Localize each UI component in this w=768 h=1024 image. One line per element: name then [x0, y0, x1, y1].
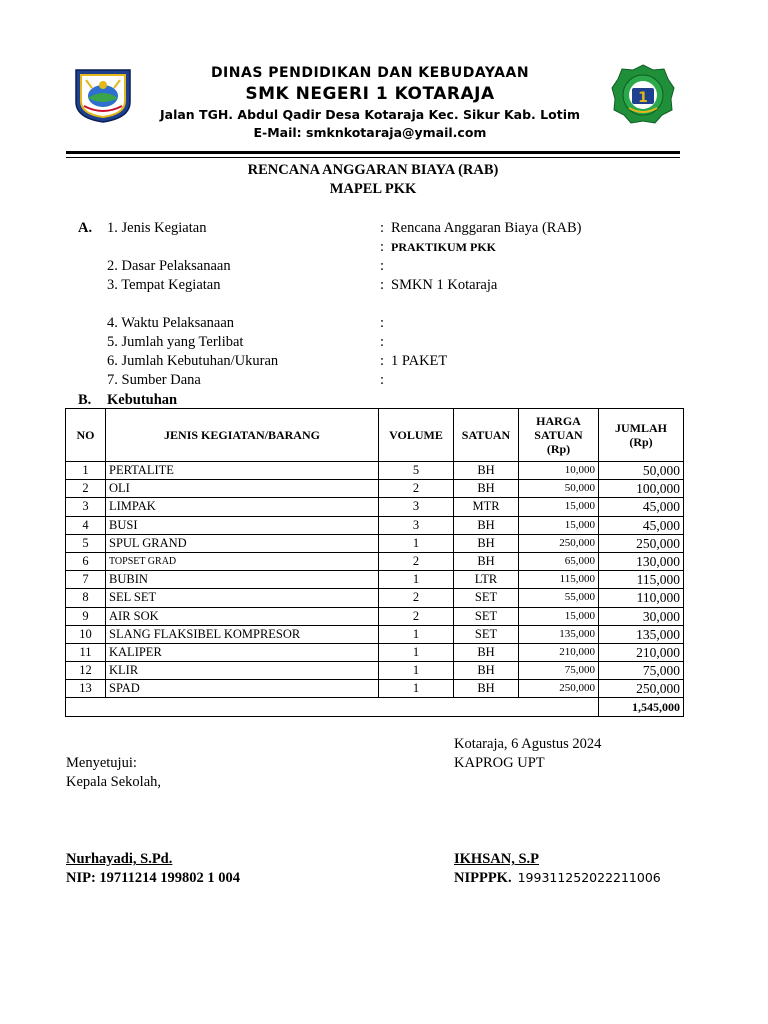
table-row	[66, 462, 684, 480]
table-row	[66, 680, 684, 698]
row-no: 5	[66, 534, 106, 552]
row-unit: SET	[454, 589, 519, 607]
row-amount: 250,000	[599, 534, 684, 552]
row-amount: 75,000	[599, 662, 684, 680]
row-no: 11	[66, 643, 106, 661]
section-a-letter: A.	[78, 220, 93, 236]
row-unit-price: 15,000	[519, 498, 599, 516]
field-label: 4. Waktu Pelaksanaan	[107, 315, 235, 331]
row-volume: 2	[379, 589, 454, 607]
budget-table	[65, 408, 684, 717]
row-item: KLIR	[106, 662, 379, 680]
table-total-row	[66, 698, 684, 716]
row-unit: BH	[454, 680, 519, 698]
row-unit-price: 115,000	[519, 571, 599, 589]
row-item: SPAD	[106, 680, 379, 698]
row-volume: 1	[379, 625, 454, 643]
header-volume: VOLUME	[379, 409, 454, 462]
field-value: SMKN 1 Kotaraja	[391, 277, 498, 293]
row-volume: 2	[379, 607, 454, 625]
row-item: BUBIN	[106, 571, 379, 589]
document-title: RENCANA ANGGARAN BIAYA (RAB)	[247, 162, 499, 178]
row-unit-price: 10,000	[519, 462, 599, 480]
header-amount: JUMLAH (Rp)	[599, 409, 684, 462]
row-no: 7	[66, 571, 106, 589]
row-amount: 135,000	[599, 625, 684, 643]
row-volume: 3	[379, 516, 454, 534]
row-volume: 2	[379, 552, 454, 570]
field-colon: :	[380, 277, 385, 293]
table-row	[66, 643, 684, 661]
row-item: SEL SET	[106, 589, 379, 607]
row-amount: 250,000	[599, 680, 684, 698]
row-no: 4	[66, 516, 106, 534]
right-signer-role: KAPROG UPT	[454, 755, 545, 771]
field-label: 1. Jenis Kegiatan	[107, 220, 207, 236]
row-no: 8	[66, 589, 106, 607]
row-volume: 1	[379, 662, 454, 680]
row-volume: 1	[379, 643, 454, 661]
row-unit-price: 250,000	[519, 534, 599, 552]
row-no: 12	[66, 662, 106, 680]
row-unit-price: 210,000	[519, 643, 599, 661]
field-value: Rencana Anggaran Biaya (RAB)	[391, 220, 582, 236]
table-row	[66, 552, 684, 570]
field-label: 2. Dasar Pelaksanaan	[107, 258, 231, 274]
row-unit: BH	[454, 552, 519, 570]
table-row	[66, 480, 684, 498]
field-label: 3. Tempat Kegiatan	[107, 277, 221, 293]
svg-text:1: 1	[638, 90, 648, 106]
left-signer-nip: NIP: 19711214 199802 1 004	[66, 870, 240, 886]
table-row	[66, 534, 684, 552]
field-colon: :	[380, 372, 385, 388]
grand-total: 1,545,000	[599, 698, 684, 716]
row-unit: BH	[454, 480, 519, 498]
row-unit-price: 250,000	[519, 680, 599, 698]
row-volume: 5	[379, 462, 454, 480]
row-no: 13	[66, 680, 106, 698]
lotim-regency-emblem	[72, 66, 134, 124]
row-unit: BH	[454, 643, 519, 661]
agency-name: DINAS PENDIDIKAN DAN KEBUDAYAAN	[210, 65, 530, 81]
field-colon: :	[380, 315, 385, 331]
row-unit-price: 65,000	[519, 552, 599, 570]
school-name: SMK NEGERI 1 KOTARAJA	[245, 84, 495, 104]
row-unit-price: 15,000	[519, 607, 599, 625]
row-no: 1	[66, 462, 106, 480]
section-b-letter: B.	[78, 392, 92, 408]
field-colon: :	[380, 258, 385, 274]
row-amount: 130,000	[599, 552, 684, 570]
row-no: 3	[66, 498, 106, 516]
nip-label: NIPPPK.	[454, 870, 512, 886]
row-unit: SET	[454, 607, 519, 625]
smkn-1-kotaraja-logo	[611, 64, 675, 124]
place-date: Kotaraja, 6 Agustus 2024	[454, 736, 602, 752]
row-unit: BH	[454, 662, 519, 680]
row-unit-price: 75,000	[519, 662, 599, 680]
letterhead-divider-thick	[66, 151, 680, 154]
row-item: AIR SOK	[106, 607, 379, 625]
row-amount: 50,000	[599, 462, 684, 480]
header-unit-price: HARGA SATUAN (Rp)	[519, 409, 599, 462]
row-amount: 100,000	[599, 480, 684, 498]
row-amount: 45,000	[599, 516, 684, 534]
approval-label: Menyetujui:	[66, 755, 137, 771]
right-signer-nip	[454, 870, 661, 887]
row-unit: MTR	[454, 498, 519, 516]
field-label: 7. Sumber Dana	[107, 372, 201, 388]
field-value: PRAKTIKUM PKK	[391, 240, 496, 254]
table-row	[66, 516, 684, 534]
row-unit: LTR	[454, 571, 519, 589]
total-label-cell	[66, 698, 599, 716]
row-amount: 45,000	[599, 498, 684, 516]
row-item: SPUL GRAND	[106, 534, 379, 552]
table-row	[66, 662, 684, 680]
left-signer-role: Kepala Sekolah,	[66, 774, 162, 790]
table-header-row	[66, 409, 684, 462]
field-value: 1 PAKET	[391, 353, 448, 369]
row-item: OLI	[106, 480, 379, 498]
table-row	[66, 498, 684, 516]
field-colon: :	[380, 239, 385, 255]
document-subtitle: MAPEL PKK	[329, 181, 417, 197]
row-volume: 3	[379, 498, 454, 516]
table-row	[66, 607, 684, 625]
school-email: E-Mail: smknkotaraja@ymail.com	[253, 125, 487, 140]
letterhead-divider-thin	[66, 157, 680, 158]
header-unit: SATUAN	[454, 409, 519, 462]
row-item: SLANG FLAKSIBEL KOMPRESOR	[106, 625, 379, 643]
row-no: 2	[66, 480, 106, 498]
row-unit: BH	[454, 516, 519, 534]
row-item: KALIPER	[106, 643, 379, 661]
row-unit: BH	[454, 534, 519, 552]
field-label: 6. Jumlah Kebutuhan/Ukuran	[107, 353, 279, 369]
row-unit-price: 15,000	[519, 516, 599, 534]
field-colon: :	[380, 220, 385, 236]
row-unit-price: 135,000	[519, 625, 599, 643]
field-label: 5. Jumlah yang Terlibat	[107, 334, 244, 350]
row-unit: BH	[454, 462, 519, 480]
row-item: BUSI	[106, 516, 379, 534]
table-row	[66, 571, 684, 589]
row-volume: 1	[379, 680, 454, 698]
row-amount: 115,000	[599, 571, 684, 589]
table-row	[66, 625, 684, 643]
right-signer-name: IKHSAN, S.P	[454, 851, 540, 867]
row-unit-price: 50,000	[519, 480, 599, 498]
header-item: JENIS KEGIATAN/BARANG	[106, 409, 379, 462]
row-amount: 30,000	[599, 607, 684, 625]
row-volume: 1	[379, 534, 454, 552]
row-unit-price: 55,000	[519, 589, 599, 607]
row-unit: SET	[454, 625, 519, 643]
field-colon: :	[380, 334, 385, 350]
row-no: 9	[66, 607, 106, 625]
left-signer-name: Nurhayadi, S.Pd.	[66, 851, 173, 867]
field-colon: :	[380, 353, 385, 369]
section-b-title: Kebutuhan	[107, 392, 178, 408]
table-row	[66, 589, 684, 607]
school-address: Jalan TGH. Abdul Qadir Desa Kotaraja Kec. Sikur Kab. Lotim	[159, 107, 580, 122]
row-item: TOPSET GRAD	[106, 552, 379, 570]
header-no: NO	[66, 409, 106, 462]
nip-number: 199311252022211006	[517, 870, 661, 885]
row-item: PERTALITE	[106, 462, 379, 480]
row-volume: 1	[379, 571, 454, 589]
row-no: 6	[66, 552, 106, 570]
row-amount: 110,000	[599, 589, 684, 607]
row-no: 10	[66, 625, 106, 643]
row-volume: 2	[379, 480, 454, 498]
row-amount: 210,000	[599, 643, 684, 661]
row-item: LIMPAK	[106, 498, 379, 516]
